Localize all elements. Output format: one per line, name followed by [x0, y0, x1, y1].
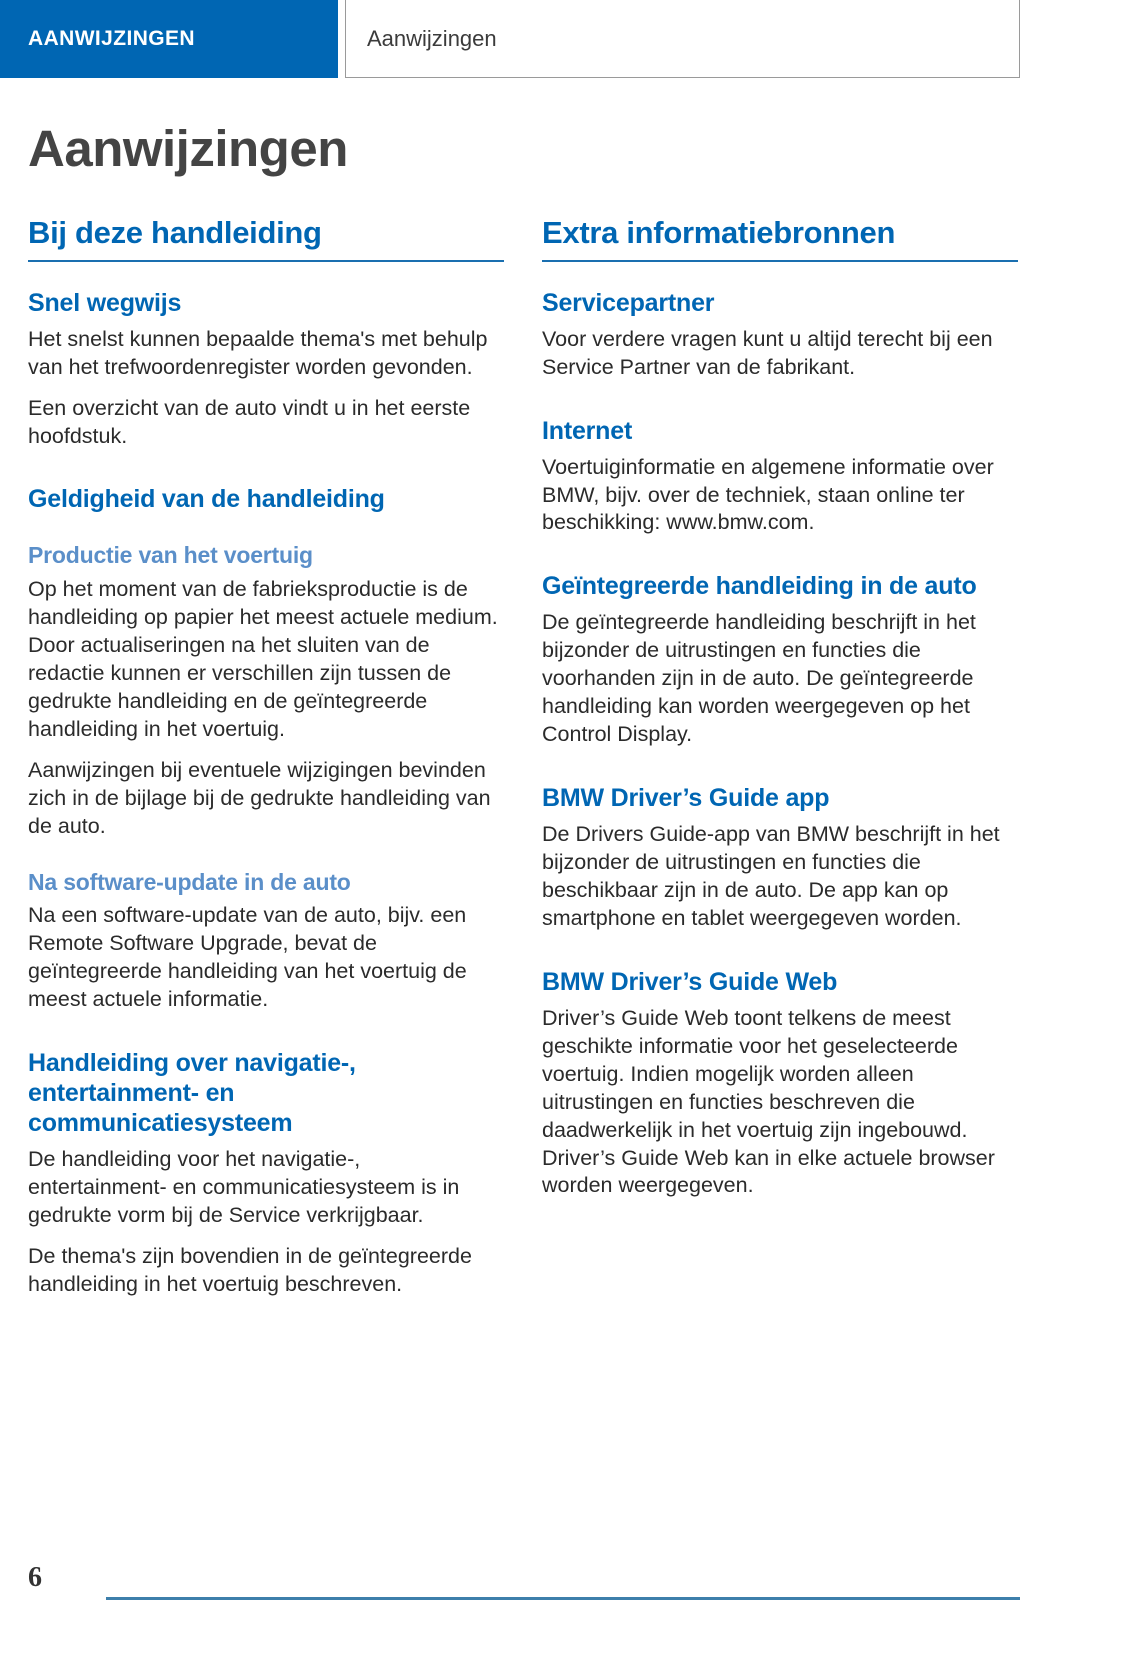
- breadcrumb: [345, 0, 1020, 78]
- section-rule-left: [28, 260, 504, 262]
- body-paragraph: Voor verdere vragen kunt u altijd terecht bij een Service Partner van de fabrikant.: [542, 326, 993, 379]
- body-paragraph: De geïntegreerde handleiding beschrijft in het bijzonder de uitrustingen en functies die voorhanden zijn in de auto. De geïntegreerde handleiding kan worden weergegeven op het Control Display.: [542, 610, 976, 747]
- subsection-heading: Geldigheid van de handleiding: [28, 485, 385, 514]
- subsection-heading: Snel wegwijs: [28, 288, 182, 317]
- subsection-heading: BMW Driver’s Guide app: [542, 784, 830, 813]
- body-paragraph: Aanwijzingen bij eventuele wijzigingen bevinden zich in de bijlage bij de gedrukte handleiding van de auto.: [28, 757, 491, 838]
- left-column: [28, 216, 504, 1299]
- body-paragraph: Driver’s Guide Web toont telkens de meest geschikte informatie voor het geselecteerde voertuig. Indien mogelijk worden alleen uitrustingen en functies beschreven die daadwerkelijk in het voertuig zijn ingebouwd. Driver’s Guide Web kan in elke actuele browser worden weergegeven.: [542, 1005, 995, 1198]
- section-rule-right: [542, 260, 1018, 262]
- subsection-heading: Internet: [542, 416, 633, 445]
- footer-rule: [106, 1597, 1020, 1600]
- page-title: Aanwijzingen: [28, 120, 348, 177]
- content-columns: [0, 216, 1142, 1299]
- chapter-tab: [0, 0, 338, 78]
- body-paragraph: De thema's zijn bovendien in de geïntegreerde handleiding in het voertuig beschreven.: [28, 1243, 472, 1296]
- body-paragraph: Na een software-update van de auto, bijv. een Remote Software Upgrade, bevat de geïntegreerde handleiding van het voertuig de meest actuele informatie.: [28, 903, 467, 1011]
- subsection-heading: Handleiding over navigatie-, entertainment- en communicatiesysteem: [28, 1048, 356, 1137]
- subsection-heading: Productie van het voertuig: [28, 542, 313, 569]
- subsection-heading: Na software-update in de auto: [28, 868, 351, 895]
- page-header: [0, 0, 1142, 78]
- left-column-blocks: [28, 288, 504, 1299]
- right-column-blocks: [542, 288, 1018, 1201]
- section-title-right: Extra informatiebronnen: [542, 215, 896, 250]
- body-paragraph: Een overzicht van de auto vindt u in het eerste hoofdstuk.: [28, 395, 471, 448]
- page-footer: [0, 1560, 1142, 1600]
- page-number: 6: [28, 1562, 42, 1593]
- breadcrumb-label: Aanwijzingen: [367, 25, 497, 51]
- chapter-tab-label: AANWIJZINGEN: [28, 27, 195, 50]
- section-title-left: Bij deze handleiding: [28, 215, 322, 250]
- subsection-heading: Geïntegreerde handleiding in de auto: [542, 572, 977, 601]
- subsection-heading: Servicepartner: [542, 288, 715, 317]
- body-paragraph: De handleiding voor het navigatie-, entertainment- en communicatiesysteem is in gedrukte vorm bij de Service verkrijgbaar.: [28, 1146, 460, 1227]
- subsection-heading: BMW Driver’s Guide Web: [542, 967, 838, 996]
- body-paragraph: Voertuiginformatie en algemene informatie over BMW, bijv. over de techniek, staan online ter beschikking: www.bmw.com.: [542, 454, 994, 535]
- right-column: [542, 216, 1018, 1299]
- body-paragraph: Het snelst kunnen bepaalde thema's met behulp van het trefwoordenregister worden gevonden.: [28, 326, 488, 379]
- body-paragraph: De Drivers Guide-app van BMW beschrijft in het bijzonder de uitrustingen en functies die beschikbaar zijn in de auto. De app kan op smartphone en tablet weergegeven worden.: [542, 822, 1000, 930]
- body-paragraph: Op het moment van de fabrieksproductie is de handleiding op papier het meest actuele medium. Door actualiseringen na het sluiten van de redactie kunnen er verschillen zijn tussen de gedrukte handleiding en de geïntegreerde handleiding in het voertuig.: [28, 577, 498, 741]
